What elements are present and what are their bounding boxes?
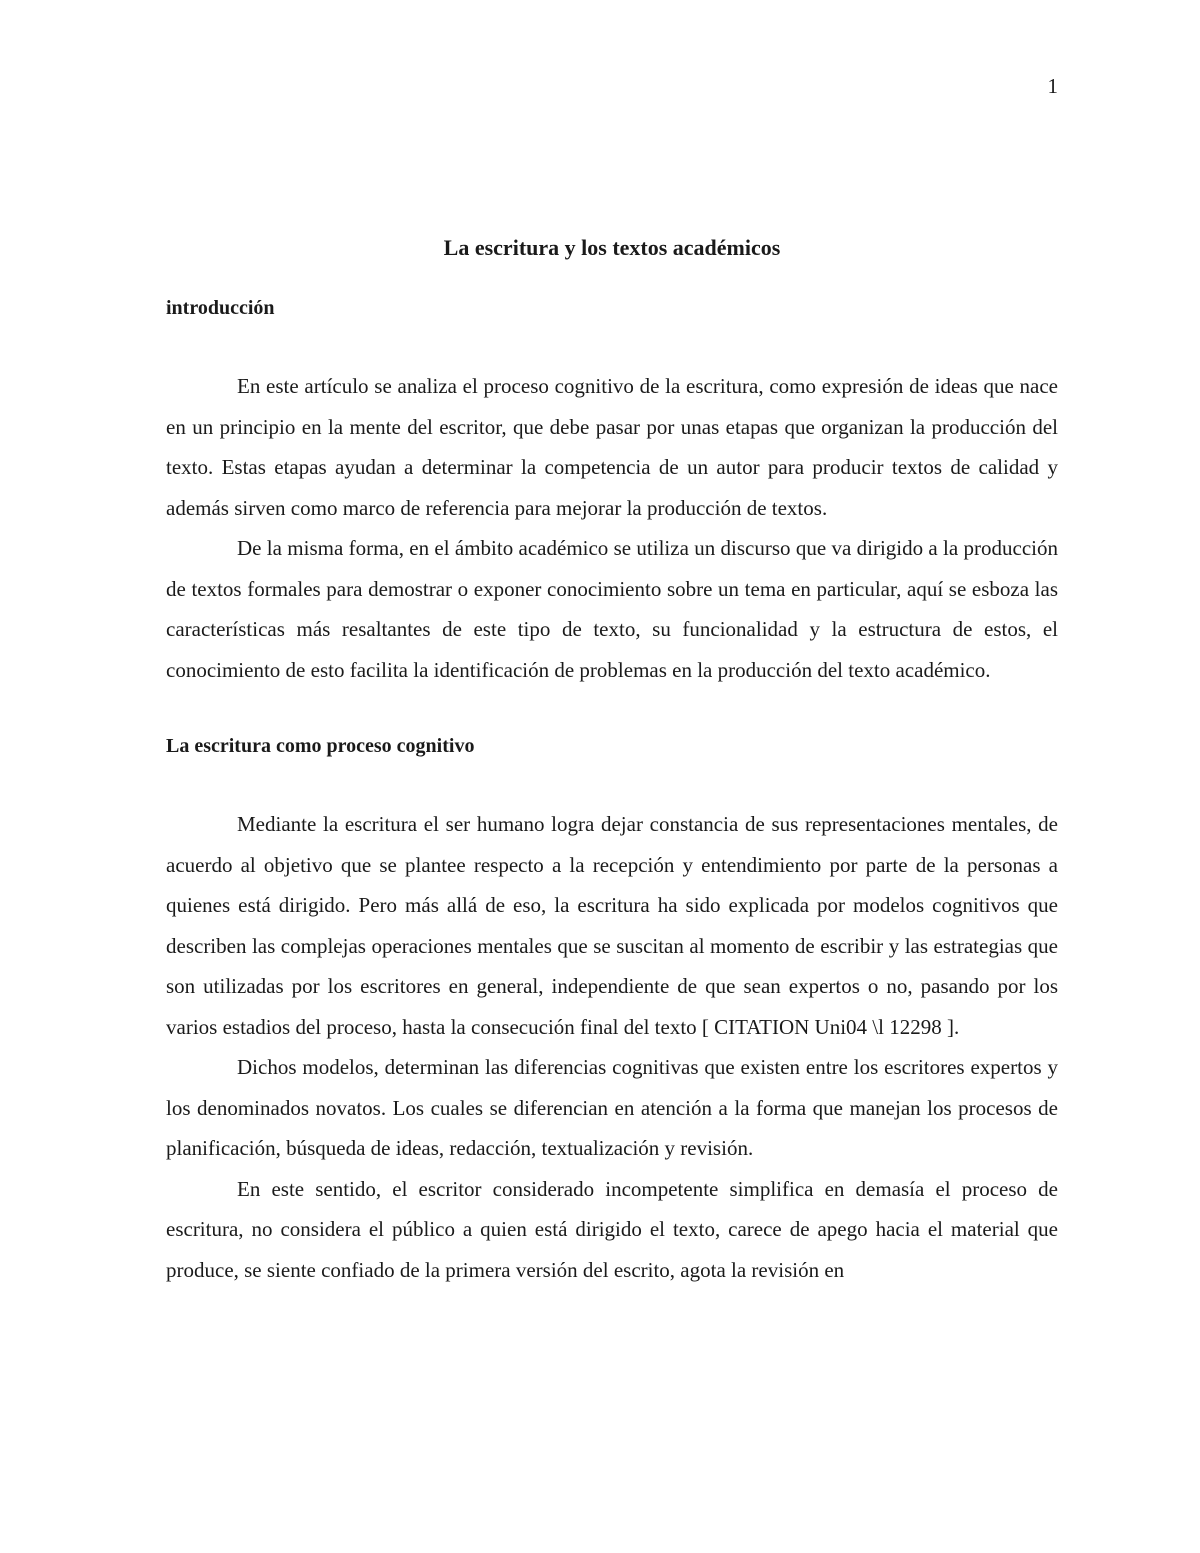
spacer <box>166 690 1058 726</box>
section-heading-escritura-proceso-cognitivo: La escritura como proceso cognitivo <box>166 735 475 757</box>
document-body <box>166 228 1058 1290</box>
paragraph: De la misma forma, en el ámbito académico se utiliza un discurso que va dirigido a la producción de textos formales para demostrar o exponer conocimiento sobre un tema en particular, aquí se esboza las características más resaltantes de este tipo de texto, su funcionalidad y la estructura de estos, el conocimiento de esto facilita la identificación de problemas en la producción del texto académico. <box>166 536 1058 682</box>
paragraph: Dichos modelos, determinan las diferencias cognitivas que existen entre los escritores expertos y los denominados novatos. Los cuales se diferencian en atención a la forma que manejan los procesos de planificación, búsqueda de ideas, redacción, textualización y revisión. <box>166 1055 1058 1160</box>
paragraph: En este sentido, el escritor considerado incompetente simplifica en demasía el proceso de escritura, no considera el público a quien está dirigido el texto, carece de apego hacia el material que produce, se siente confiado de la primera versión del escrito, agota la revisión en <box>166 1176 1058 1282</box>
document-title: La escritura y los textos académicos <box>443 235 781 260</box>
paragraph: En este artículo se analiza el proceso cognitivo de la escritura, como expresión de ideas que nace en un principio en la mente del escritor, que debe pasar por unas etapas que organizan la producción del texto. Estas etapas ayudan a determinar la competencia de un autor para producir textos de calidad y además sirven como marco de referencia para mejorar la producción de textos. <box>166 374 1058 520</box>
page-number: 1 <box>1047 74 1058 98</box>
paragraph: Mediante la escritura el ser humano logra dejar constancia de sus representaciones mentales, de acuerdo al objetivo que se plantee respecto a la recepción y entendimiento por parte de la personas a quienes está dirigido. Pero más allá de eso, la escritura ha sido explicada por modelos cognitivos que describen las complejas operaciones mentales que se suscitan al momento de escribir y las estrategias que son utilizadas por los escritores en general, independiente de que sean expertos o no, pasando por los varios estadios del proceso, hasta la consecución final del texto [ CITATION Uni04 \l 12298 ]. <box>166 812 1058 1039</box>
spacer <box>166 766 1058 804</box>
spacer <box>166 328 1058 366</box>
section-heading-introduccion: introducción <box>166 297 275 319</box>
